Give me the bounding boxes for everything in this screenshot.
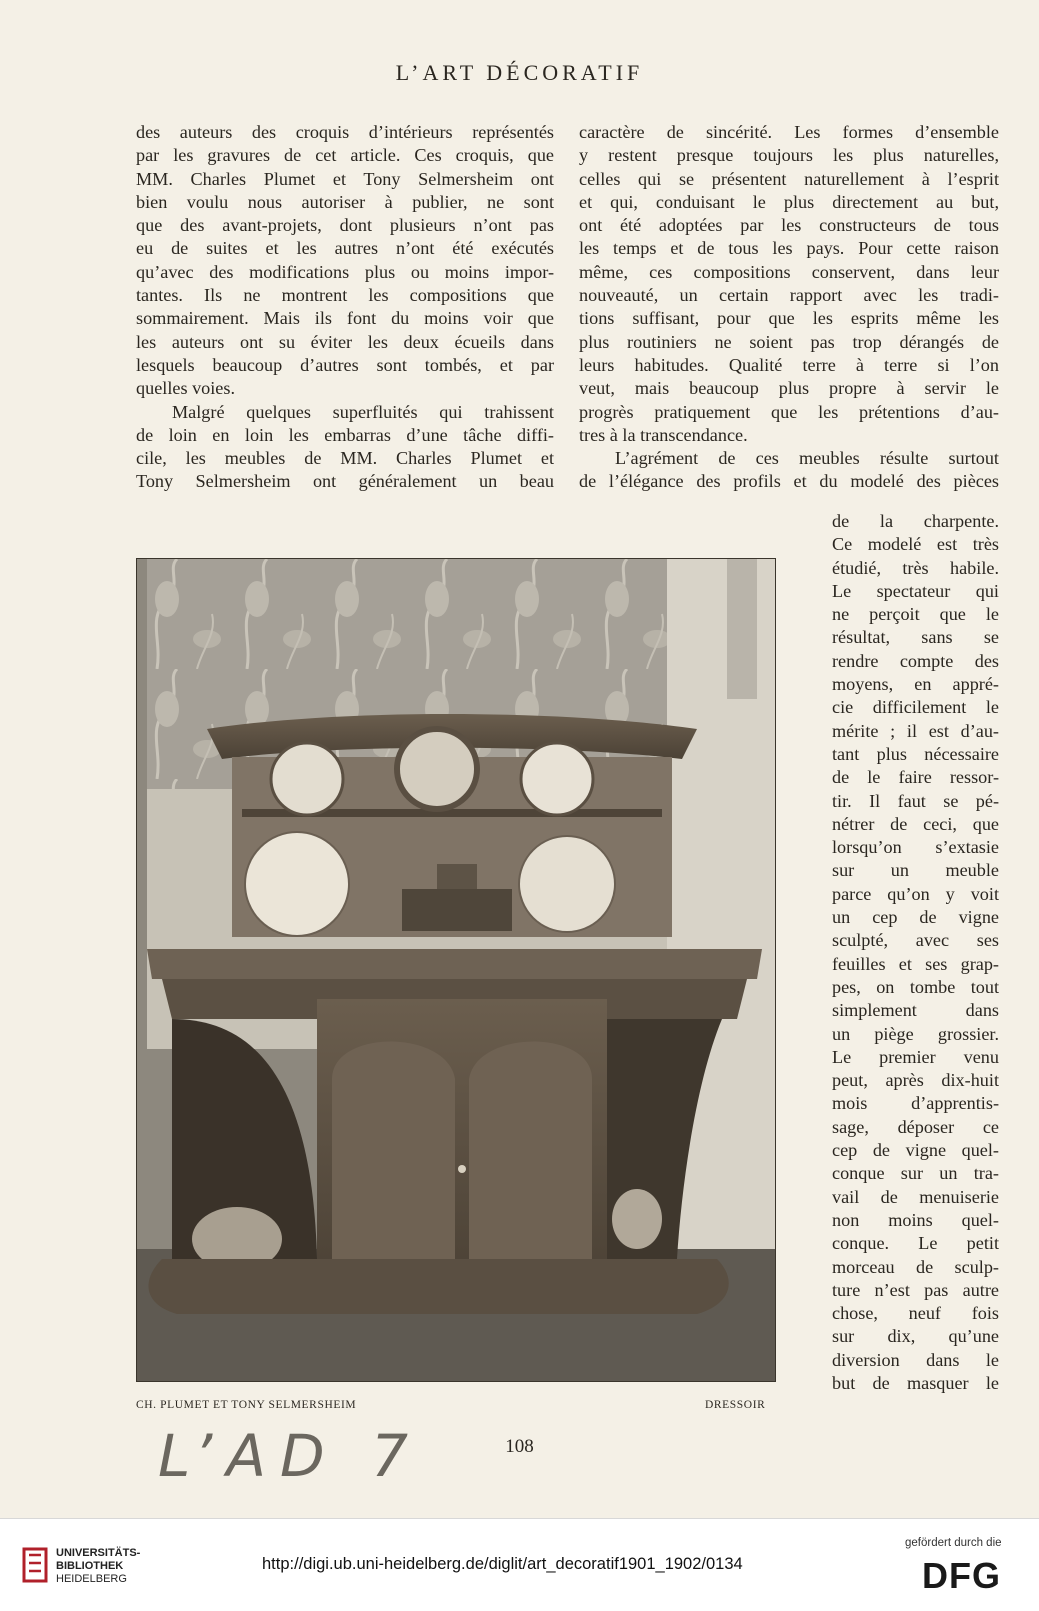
library-name xyxy=(56,1547,140,1586)
text-line: cie difficilement le xyxy=(832,697,999,718)
text-line: ont été adoptées par les constructeurs de tous xyxy=(579,215,999,236)
text-line: MM. Charles Plumet et Tony Selmersheim ont xyxy=(136,168,554,189)
text-line: étudié, très habile. xyxy=(832,557,999,578)
text-line: quelles voies. xyxy=(136,378,236,399)
text-line: eu de suites et les autres n’ont été exécutés xyxy=(136,238,554,259)
text-line: lorsqu’on s’extasie xyxy=(832,837,999,858)
text-line: Le premier venu xyxy=(832,1046,999,1067)
text-line: mois d’apprentis- xyxy=(832,1093,999,1114)
text-line: les temps et de tous les pays. Pour cette raison xyxy=(579,238,999,259)
text-line: non moins quel- xyxy=(832,1209,999,1230)
text-line: celles qui se présentent naturellement à l’esprit xyxy=(579,168,999,189)
text-line: feuilles et ses grap- xyxy=(832,953,999,974)
text-line: lesquels beaucoup d’autres sont tombés, et par xyxy=(136,354,554,375)
text-line: simplement dans xyxy=(832,1000,999,1021)
text-line: parce qu’on y voit xyxy=(832,883,999,904)
page-number: 108 xyxy=(505,1436,534,1457)
text-line: ture n’est pas autre xyxy=(832,1279,999,1300)
text-line: tir. Il faut se pé- xyxy=(832,790,999,811)
text-line: L’agrément de ces meubles résulte surtout xyxy=(615,448,999,469)
text-line: peut, après dix-huit xyxy=(832,1070,999,1091)
text-line: résultat, sans se xyxy=(832,627,999,648)
text-line: tantes. Ils ne montrent les compositions que xyxy=(136,285,554,306)
text-line: un cep de vigne xyxy=(832,907,999,928)
text-line: par les gravures de cet article. Ces croquis, que xyxy=(136,145,554,166)
dressoir-illustration xyxy=(137,559,775,1381)
text-line: qu’avec des modifications plus ou moins impor- xyxy=(136,261,554,282)
text-line: chose, neuf fois xyxy=(832,1303,999,1324)
library-name-line1: UNIVERSITÄTS- xyxy=(56,1547,141,1559)
text-line: un piège grossier. xyxy=(832,1023,999,1044)
text-line: que des avant-projets, dont plusieurs n’ont pas xyxy=(136,215,554,236)
text-line: moyens, en appré- xyxy=(832,674,999,695)
text-line: Ce modelé est très xyxy=(832,534,999,555)
library-logo-icon xyxy=(20,1545,50,1585)
text-line: veut, mais beaucoup plus propre à servir le xyxy=(579,378,999,399)
photo-dressoir xyxy=(136,558,776,1382)
text-line: de la charpente. xyxy=(832,511,999,531)
text-line: sculpté, avec ses xyxy=(832,930,999,951)
digitization-footer xyxy=(0,1518,1039,1611)
dfg-logo: DFG xyxy=(922,1555,1001,1596)
text-line: cile, les meubles de MM. Charles Plumet et xyxy=(136,448,554,469)
caption-authors: CH. PLUMET ET TONY SELMERSHEIM xyxy=(136,1399,357,1411)
text-column-right-narrow xyxy=(832,510,999,1395)
text-line: de le faire ressor- xyxy=(832,767,999,788)
text-line: ne perçoit que le xyxy=(832,604,999,625)
handwritten-shelfmark: L’AD 7 xyxy=(158,1422,423,1490)
text-line: cep de vigne quel- xyxy=(832,1140,999,1161)
text-line: leurs habitudes. Qualité terre à terre si l’on xyxy=(579,354,999,375)
text-line: sage, déposer ce xyxy=(832,1116,999,1137)
text-line: sur dix, qu’une xyxy=(832,1326,999,1347)
text-line: y restent presque toujours les plus naturelles, xyxy=(579,145,999,166)
text-line: diversion dans le xyxy=(832,1349,999,1370)
text-line: caractère de sincérité. Les formes d’ensemble xyxy=(579,122,999,142)
text-line: but de masquer le xyxy=(832,1372,999,1393)
caption-title: DRESSOIR xyxy=(705,1399,766,1411)
text-line: nétrer de ceci, que xyxy=(832,813,999,834)
text-line: de l’élégance des profils et du modelé des pièces xyxy=(579,471,999,492)
text-line: des auteurs des croquis d’intérieurs représentés xyxy=(136,122,554,142)
library-name-line3: HEIDELBERG xyxy=(56,1573,127,1585)
text-line: progrès pratiquement que les prétentions d’au- xyxy=(579,401,999,422)
text-line: mérite ; il est d’au- xyxy=(832,720,999,741)
text-line: les auteurs ont su éviter les deux écueils dans xyxy=(136,331,554,352)
text-line: même, ces compositions conservent, dans leur xyxy=(579,261,999,282)
text-line: de loin en loin les embarras d’une tâche diffi- xyxy=(136,424,554,445)
text-line: rendre compte des xyxy=(832,650,999,671)
text-line: vail de menuiserie xyxy=(832,1186,999,1207)
text-line: tres à la transcendance. xyxy=(579,424,748,445)
library-name-line2: BIBLIOTHEK xyxy=(56,1560,124,1572)
text-line: et qui, conduisant le plus directement au but, xyxy=(579,191,999,212)
text-line: Le spectateur qui xyxy=(832,580,999,601)
text-line: plus routiniers ne soient pas trop dérangés de xyxy=(579,331,999,352)
text-line: tant plus nécessaire xyxy=(832,743,999,764)
text-line: conque. Le petit xyxy=(832,1233,999,1254)
text-line: bien voulu nous autoriser à publier, ne sont xyxy=(136,191,554,212)
permalink-url[interactable]: http://digi.ub.uni-heidelberg.de/diglit/art_decoratif1901_1902/0134 xyxy=(262,1555,743,1573)
text-column-right xyxy=(579,121,999,494)
text-line: conque sur un tra- xyxy=(832,1163,999,1184)
text-column-left xyxy=(136,121,554,494)
text-line: morceau de sculp- xyxy=(832,1256,999,1277)
text-line: Malgré quelques superfluités qui trahissent xyxy=(172,401,554,422)
text-line: sur un meuble xyxy=(832,860,999,881)
text-line: sommairement. Mais ils font du moins voir que xyxy=(136,308,554,329)
text-line: pes, on tombe tout xyxy=(832,976,999,997)
funding-label: gefördert durch die xyxy=(905,1537,1002,1549)
text-line: tions suffisant, pour que les esprits même les xyxy=(579,308,999,329)
running-head: L’ART DÉCORATIF xyxy=(395,60,644,85)
text-line: Tony Selmersheim ont généralement un beau xyxy=(136,471,554,492)
text-line: nouveauté, un certain rapport avec les tradi- xyxy=(579,285,999,306)
